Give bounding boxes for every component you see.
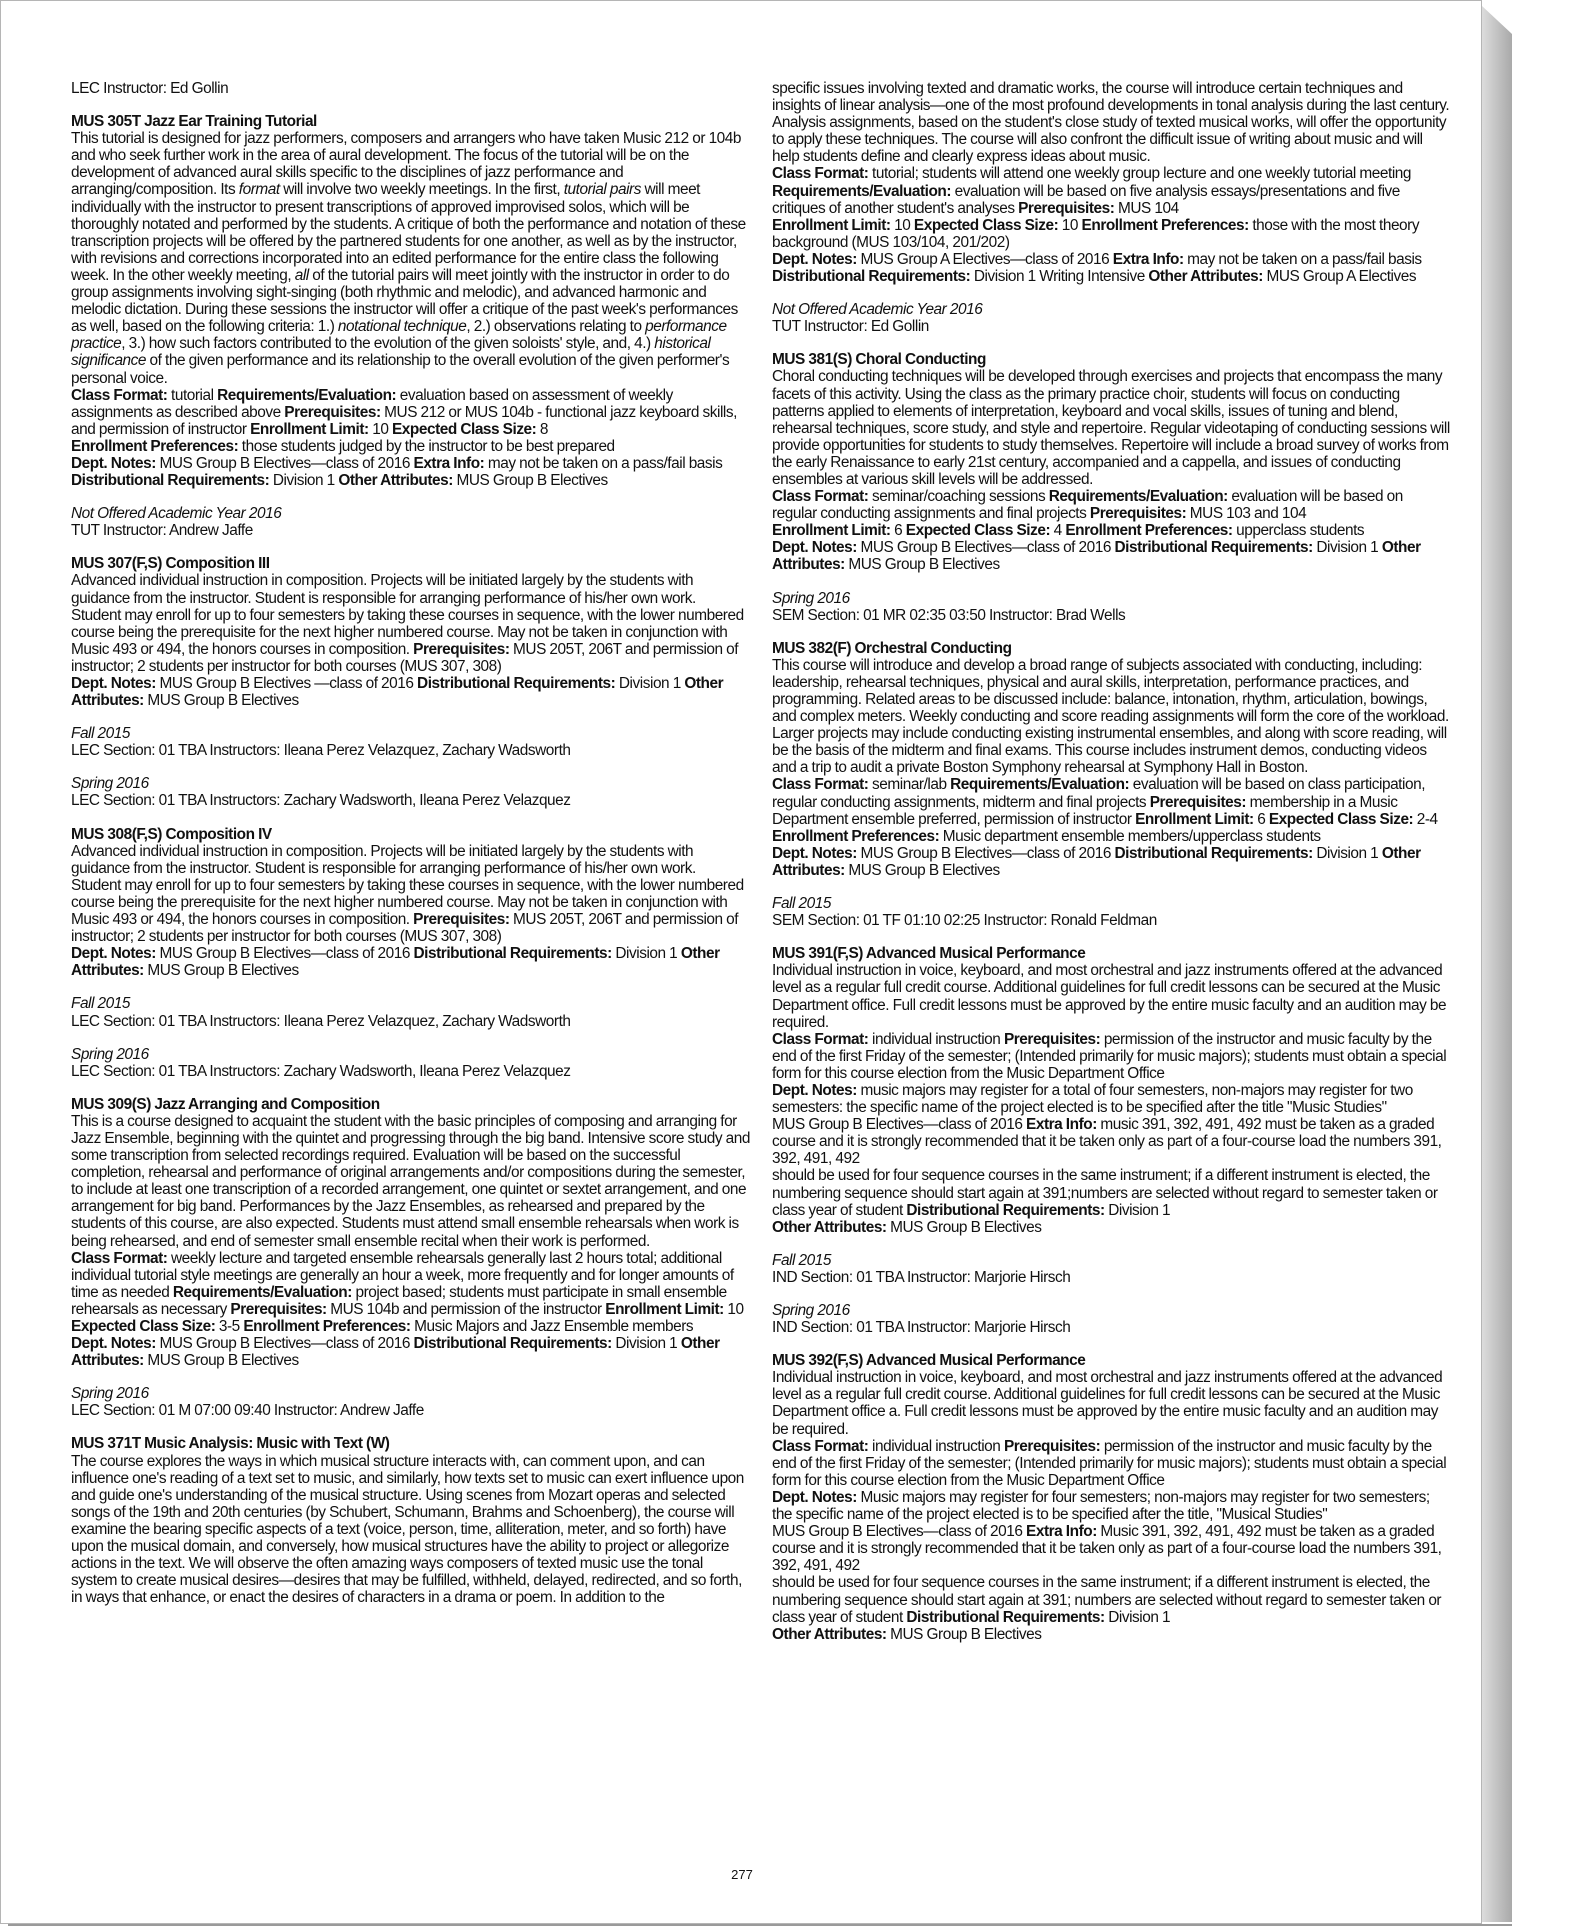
- course-attributes: Other Attributes: MUS Group B Electives: [772, 1218, 1042, 1236]
- semester: Fall 2015: [772, 895, 831, 913]
- course-title: MUS 371T Music Analysis: Music with Text (W): [71, 1435, 390, 1453]
- course-offering: [71, 1046, 751, 1080]
- course-title: MUS 392(F,S) Advanced Musical Performance: [772, 1352, 1086, 1370]
- semester: Not Offered Academic Year 2016: [71, 505, 282, 523]
- course-offering: [71, 1385, 751, 1419]
- right-column: [772, 80, 1450, 1659]
- course-mus382: [772, 640, 1450, 879]
- semester: Fall 2015: [71, 725, 130, 743]
- course-mus381: [772, 351, 1450, 573]
- section-info: LEC Section: 01 TBA Instructors: Zachary Wadsworth, Ileana Perez Velazquez: [71, 792, 571, 810]
- course-mus309: [71, 1096, 751, 1370]
- course-description: This course will introduce and develop a broad range of subjects associated with conducting, including: leadership, rehearsal techniques, physical and aural skills, interpretation, performance practices, and programming. Related areas to be discussed include: balance, intonation, rhythm, articulation, bowings, and complex meters. Weekly conducting and score reading assignments will form the core of the workload. Larger projects may include conducting existing instrumental ensembles, and along with score reading, will be the basis of the midterm and final exams. This course includes instrument demos, conducting videos and a trip to audit a private Boston Symphony rehearsal at Symphony Hall in Boston.: [772, 656, 1449, 777]
- course-offering: [772, 301, 1450, 335]
- course-notes: Dept. Notes: Music majors may register for four semesters; non-majors may register for two semesters; the specific name of the project elected is to be specified after the title, "Musical Studies": [772, 1488, 1430, 1524]
- course-notes: Dept. Notes: MUS Group B Electives—class of 2016 Distributional Requirements: Division 1 Other Attributes: MUS Group B Electives: [71, 1335, 720, 1370]
- course-details: Class Format: seminar/lab Requirements/Evaluation: evaluation will be based on class participation, regular conducting assignments, midterm and final projects Prerequisites: membership in a Music Department ensemble preferred, permission of instructor Enrollment Limit: 6 Expected Class Size: 2-4 Enrollment Preferences: Music department ensemble members/upperclass students: [772, 776, 1438, 845]
- course-notes: Dept. Notes: MUS Group B Electives—class of 2016 Distributional Requirements: Division 1 Other Attributes: MUS Group B Electives: [71, 945, 720, 980]
- course-notes: Dept. Notes: music majors may register for a total of four semesters, non-majors may register for two semesters: the specific name of the project elected is to be specified after the title "Music Studies": [772, 1081, 1413, 1117]
- course-notes: Dept. Notes: MUS Group B Electives —class of 2016 Distributional Requirements: Division 1 Other Attributes: MUS Group B Electives: [71, 675, 724, 710]
- course-description: Choral conducting techniques will be developed through exercises and projects that encompass the many facets of this activity. Using the class as the primary practice choir, students will focus on conducting patterns applied to elements of interpretation, keyboard and vocal skills, issues of tuning and blend, rehearsal techniques, score study, and style and repertoire. Regular videotaping of conducting sessions will provide opportunities for students to study themselves. Repertoire will include a broad survey of works from the early Renaissance to early 21st century, accompanied and a cappella, and issues of conducting ensembles at various skill levels will be addressed.: [772, 368, 1450, 488]
- section-info: LEC Section: 01 TBA Instructors: Zachary Wadsworth, Ileana Perez Velazquez: [71, 1062, 571, 1080]
- course-notes-2: MUS Group B Electives—class of 2016 Extra Info: Music 391, 392, 491, 492 must be taken as a graded course and it is strongly recommended that it be taken only as part of a four-course load the numbers 391, 392, 491, 492: [772, 1523, 1442, 1575]
- section-info: LEC Section: 01 TBA Instructors: Ileana Perez Velazquez, Zachary Wadsworth: [71, 742, 571, 760]
- semester: Fall 2015: [772, 1251, 831, 1269]
- section-info: IND Section: 01 TBA Instructor: Marjorie Hirsch: [772, 1319, 1071, 1337]
- section-info: SEM Section: 01 TF 01:10 02:25 Instructor: Ronald Feldman: [772, 912, 1157, 930]
- course-offering: [772, 1252, 1450, 1286]
- course-title: MUS 391(F,S) Advanced Musical Performance: [772, 945, 1086, 963]
- course-notes: Dept. Notes: MUS Group B Electives—class of 2016 Extra Info: may not be taken on a pass/fail basis Distributional Requirements: Division 1 Other Attributes: MUS Group B Electives: [71, 454, 723, 490]
- course-details: Class Format: tutorial Requirements/Evaluation: evaluation based on assessment of weekly assignments as described above Prerequisites: MUS 212 or MUS 104b - functional jazz keyboard skills, and permission of instructor Enrollment Limit: 10 Expected Class Size: 8: [71, 386, 737, 438]
- page-number: 277: [731, 1867, 753, 1882]
- course-mus305t: [71, 113, 751, 489]
- left-column: [71, 80, 751, 1622]
- course-attributes: Other Attributes: MUS Group B Electives: [772, 1625, 1042, 1643]
- course-offering: [772, 1302, 1450, 1336]
- course-description-2: Student may enroll for up to four semesters by taking these courses in sequence, with the lower numbered course being the prerequisite for the next higher numbered course. May not be taken in conjunction with Music 493 or 494, the honors courses in composition. Prerequisites: MUS 205T, 206T and permission of instructor; 2 students per instructor for both courses (MUS 307, 308): [71, 876, 744, 946]
- course-offering: [71, 505, 751, 539]
- section-info: TUT Instructor: Ed Gollin: [772, 318, 929, 336]
- section-info: TUT Instructor: Andrew Jaffe: [71, 522, 253, 540]
- course-title: MUS 381(S) Choral Conducting: [772, 351, 986, 369]
- course-details: Class Format: tutorial; students will attend one weekly group lecture and one weekly tutorial meeting Requirements/Evaluation: evaluation will be based on five analysis essays/presentations and five critiques of another student's analyses Prerequisites: MUS 104: [772, 165, 1412, 217]
- course-description: Individual instruction in voice, keyboard, and most orchestral and jazz instruments offered at the advanced level as a regular full credit course. Additional guidelines for full credit lessons can be secured at the Music Department office a. Full credit lessons must be approved by the entire music faculty and an audition may be required.: [772, 1369, 1443, 1438]
- semester: Spring 2016: [772, 589, 850, 607]
- course-mus391: [772, 945, 1450, 1236]
- course-details: Class Format: individual instruction Prerequisites: permission of the instructor and music faculty by the end of the first Friday of the semester; (Intended primarily for music majors); students must obtain a special form for this course election from the Music Department Office: [772, 1030, 1447, 1082]
- course-details-2: Enrollment Limit: 10 Expected Class Size: 10 Enrollment Preferences: those with the most theory background (MUS 103/104, 201/202): [772, 216, 1420, 251]
- semester: Fall 2015: [71, 995, 130, 1013]
- course-mus371t-continued: [772, 80, 1450, 285]
- course-title: MUS 382(F) Orchestral Conducting: [772, 639, 1012, 657]
- course-title: MUS 305T Jazz Ear Training Tutorial: [71, 113, 317, 131]
- course-details-2: Enrollment Preferences: those students judged by the instructor to be best prepared: [71, 437, 615, 455]
- course-mus307: [71, 555, 751, 709]
- course-details: Class Format: weekly lecture and targeted ensemble rehearsals generally last 2 hours total; additional individual tutorial style meetings are generally an hour a week, more frequently and for longer amounts of time as needed Requirements/Evaluation: project based; students must participate in small ensemble rehearsals as necessary Prerequisites: MUS 104b and permission of the instructor Enrollment Limit: 10 Expected Class Size: 3-5 Enrollment Preferences: Music Majors and Jazz Ensemble members: [71, 1249, 744, 1335]
- course-description: specific issues involving texted and dramatic works, the course will introduce certain techniques and insights of linear analysis—one of the most profound developments in tonal analysis during the last century. Analysis assignments, based on the student's close study of texted musical works, will offer the opportunity to apply these techniques. The course will also confront the difficult issue of writing about music and will help students define and clearly express ideas about music.: [772, 80, 1450, 166]
- course-notes-3: should be used for four sequence courses in the same instrument; if a different instrument is elected, the numbering sequence should start again at 391;numbers are selected without regard to semester taken or class year of student Distributional Requirements: Division 1: [772, 1167, 1438, 1219]
- course-description-2: Student may enroll for up to four semesters by taking these courses in sequence, with the lower numbered course being the prerequisite for the next higher numbered course. May not be taken in conjunction with Music 493 or 494, the honors courses in composition. Prerequisites: MUS 205T, 206T and permission of instructor; 2 students per instructor for both courses (MUS 307, 308): [71, 606, 744, 675]
- course-offering: [772, 590, 1450, 624]
- semester: Spring 2016: [71, 775, 149, 793]
- course-notes-3: should be used for four sequence courses in the same instrument; if a different instrument is elected, the numbering sequence should start again at 391; numbers are selected without regard to semester taken or class year of student Distributional Requirements: Division 1: [772, 1574, 1442, 1626]
- course-mus308: [71, 826, 751, 980]
- course-description: Individual instruction in voice, keyboard, and most orchestral and jazz instruments offered at the advanced level as a regular full credit course. Additional guidelines for full credit lessons can be secured at the Music Department office. Full credit lessons must be approved by the entire music faculty and an audition may be required.: [772, 962, 1447, 1031]
- course-description: This tutorial is designed for jazz performers, composers and arrangers who have taken Music 212 or 104b and who seek further work in the area of aural development. The focus of the tutorial will be on the development of advanced aural skills specific to the disciplines of jazz performance and arranging/composition. Its format will involve two weekly meetings. In the first, tutorial pairs will meet individually with the instructor to present transcriptions of approved improvised solos, which will be thoroughly notated and performed by the students. A critique of both the performance and notation of these transcription projects will be offered by the partnered students for one another, as well as by the instructor, with revisions and corrections incorporated into an edited performance for the entire class the following week. In the other weekly meeting, all of the tutorial pairs will meet jointly with the instructor in order to do group assignments involving sight-singing (both rhythmic and melodic), and advanced harmonic and melodic dictation. During these sessions the instructor will offer a critique of the past week's performances as well, based on the following criteria: 1.) notational technique, 2.) observations relating to performance practice, 3.) how such factors contributed to the evolution of the given soloists' style, and, 4.) historical significance of the given performance and its relationship to the overall evolution of the given performer's personal voice.: [71, 130, 746, 387]
- course-details: Class Format: individual instruction Prerequisites: permission of the instructor and music faculty by the end of the first Friday of the semester; (Intended primarily for music majors); students must obtain a special form for this course election from the Music Department Office: [772, 1437, 1447, 1489]
- course-notes-2: MUS Group B Electives—class of 2016 Extra Info: music 391, 392, 491, 492 must be taken as a graded course and it is strongly recommended that it be taken only as part of a four-course load the numbers 391, 392, 491, 492: [772, 1116, 1442, 1168]
- course-offering: [71, 995, 751, 1029]
- section-info: LEC Section: 01 TBA Instructors: Ileana Perez Velazquez, Zachary Wadsworth: [71, 1012, 571, 1030]
- page-edge-shadow: [1482, 6, 1512, 1922]
- semester: Not Offered Academic Year 2016: [772, 301, 983, 319]
- course-offering: [71, 775, 751, 809]
- course-title: MUS 308(F,S) Composition IV: [71, 825, 272, 843]
- course-notes: Dept. Notes: MUS Group B Electives—class of 2016 Distributional Requirements: Division 1 Other Attributes: MUS Group B Electives: [772, 844, 1421, 879]
- section-info: IND Section: 01 TBA Instructor: Marjorie Hirsch: [772, 1268, 1071, 1286]
- course-description: This is a course designed to acquaint the student with the basic principles of composing and arranging for Jazz Ensemble, beginning with the quintet and progressing through the big band. Intensive score study and some transcription from selected recordings required. Evaluation will be based on the successful completion, rehearsal and performance of original arrangements and/or compositions during the semester, to include at least one transcription of a recorded arrangement, one quintet or sextet arrangement, and one arrangement for big band. Performances by the Jazz Ensembles, as rehearsed and prepared by the students of this course, are also expected. Students must attend small ensemble rehearsals when work is being rehearsed, and end of semester small ensemble recital when their work is performed.: [71, 1112, 750, 1250]
- section-info: LEC Section: 01 M 07:00 09:40 Instructor: Andrew Jaffe: [71, 1402, 424, 1420]
- course-description: The course explores the ways in which musical structure interacts with, can comment upon, and can influence one's reading of a text set to music, and similarly, how texts set to music can exert influence upon and guide one's understanding of the musical structure. Using scenes from Mozart operas and selected songs of the 19th and 20th centuries (by Schubert, Schumann, Brahms and Schoenberg), the course will examine the bearing specific aspects of a text (voice, person, time, alliteration, meter, and so forth) have upon the musical domain, and conversely, how musical structures have the ability to project or allegorize actions in the text. We will observe the often amazing ways composers of texted music use the tonal system to create musical desires—desires that may be fulfilled, withheld, delayed, redirected, and so forth, in ways that enhance, or enact the desires of characters in a drama or poem. In addition to the: [71, 1452, 744, 1607]
- section-info: SEM Section: 01 MR 02:35 03:50 Instructor: Brad Wells: [772, 606, 1126, 624]
- semester: Spring 2016: [71, 1385, 149, 1403]
- course-description: Advanced individual instruction in composition. Projects will be initiated largely by the students with guidance from the instructor. Student is responsible for arranging performance of his/her own work.: [71, 572, 696, 607]
- course-description: Advanced individual instruction in composition. Projects will be initiated largely by the students with guidance from the instructor. Student is responsible for arranging performance of his/her own work.: [71, 842, 696, 877]
- course-mus371t: [71, 1435, 751, 1606]
- course-title: MUS 307(F,S) Composition III: [71, 555, 270, 573]
- course-mus392: [772, 1352, 1450, 1643]
- course-notes: Dept. Notes: MUS Group B Electives—class of 2016 Distributional Requirements: Division 1 Other Attributes: MUS Group B Electives: [772, 539, 1421, 574]
- instructor-line: LEC Instructor: Ed Gollin: [71, 80, 229, 97]
- semester: Spring 2016: [71, 1045, 149, 1063]
- course-offering: [71, 725, 751, 759]
- course-details: Class Format: seminar/coaching sessions Requirements/Evaluation: evaluation will be based on regular conducting assignments and final projects Prerequisites: MUS 103 and 104: [772, 488, 1403, 523]
- course-notes: Dept. Notes: MUS Group A Electives—class of 2016 Extra Info: may not be taken on a pass/fail basis Distributional Requirements: Division 1 Writing Intensive Other Attributes: MUS Group A Electives: [772, 250, 1422, 286]
- semester: Spring 2016: [772, 1302, 850, 1319]
- course-details-2: Enrollment Limit: 6 Expected Class Size: 4 Enrollment Preferences: upperclass students: [772, 522, 1365, 540]
- course-offering: [772, 895, 1450, 929]
- course-title: MUS 309(S) Jazz Arranging and Composition: [71, 1095, 380, 1113]
